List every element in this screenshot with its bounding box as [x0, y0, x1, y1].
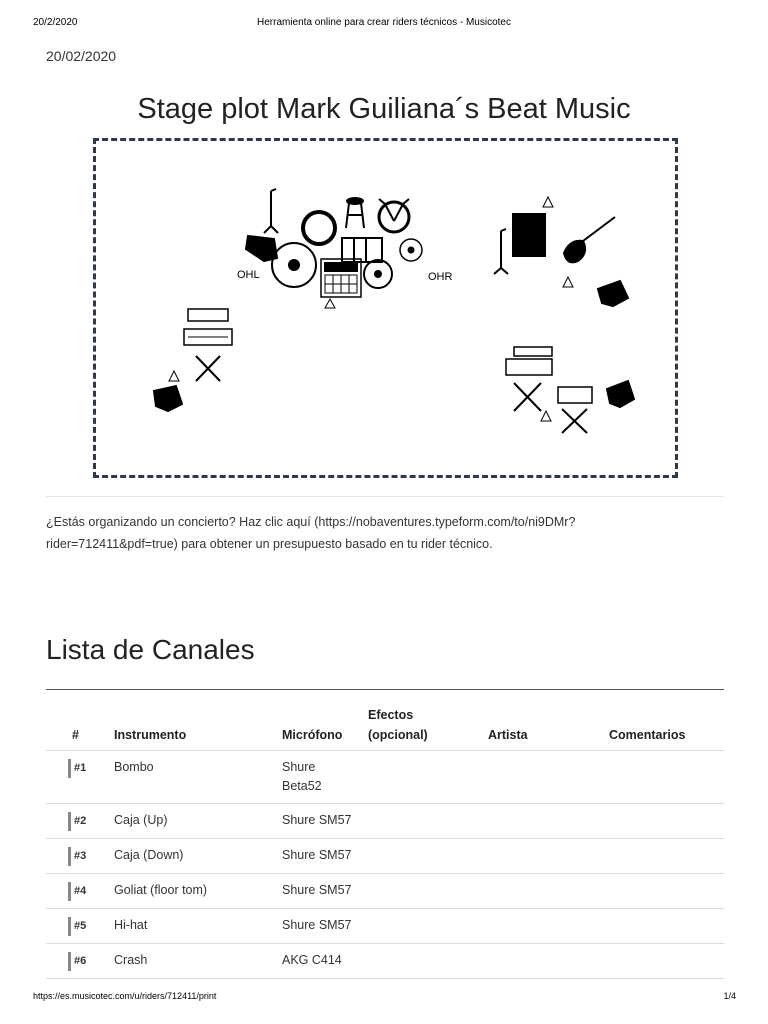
ohr-label: OHR	[428, 271, 453, 283]
bass-guitar-icon	[564, 217, 615, 262]
monitor-speaker-icon	[325, 299, 335, 308]
col-effects-line2: (opcional)	[368, 728, 428, 742]
monitor-speaker-icon	[563, 277, 573, 287]
cymbal-left-icon	[272, 243, 316, 287]
microphone-cell: Shure SM57	[282, 839, 368, 874]
channel-list-title: Lista de Canales	[46, 634, 255, 665]
col-number: #	[72, 728, 79, 742]
mic-stand-icon	[264, 189, 278, 233]
instrument-cell: Goliat (floor tom)	[114, 874, 282, 909]
instrument-cell: Hi-hat	[114, 909, 282, 944]
cymbal-right-icon	[400, 239, 422, 261]
col-effects-line1: Efectos	[368, 708, 414, 722]
section-rule	[46, 689, 724, 690]
col-effects	[368, 708, 488, 751]
microphone-cell: AKG C414	[282, 944, 368, 979]
keyboard-stand-icon	[558, 387, 592, 433]
instrument-cell: Bombo	[114, 751, 282, 804]
rack-tom-icon	[303, 212, 335, 244]
monitor-wedge-icon	[598, 281, 628, 306]
col-instrument: Instrumento	[114, 728, 187, 742]
mic-stand-icon	[494, 229, 508, 274]
channel-number: #5	[68, 917, 86, 936]
drum-throne-icon	[346, 198, 364, 228]
col-microphone: Micrófono	[282, 728, 343, 742]
channel-table	[46, 708, 724, 979]
monitor-wedge-icon	[607, 381, 634, 407]
info-line-1[interactable]: ¿Estás organizando un concierto? Haz clic aquí (https://nobaventures.typeform.com/to/ni9DMr?	[46, 515, 576, 529]
stage-plot-area	[93, 138, 678, 478]
info-line-2[interactable]: rider=712411&pdf=true) para obtener un presupuesto basado en tu rider técnico.	[46, 537, 493, 551]
print-page-number: 1/4	[723, 991, 736, 1001]
table-row	[46, 839, 724, 874]
drum-machine-icon	[321, 259, 361, 297]
stage-plot-drawing	[96, 141, 675, 475]
print-page-title: Herramienta online para crear riders técnicos - Musicotec	[257, 17, 511, 28]
channel-number: #3	[68, 847, 86, 866]
monitor-speaker-icon	[541, 411, 551, 421]
snare-drum-icon	[364, 260, 392, 288]
print-url: https://es.musicotec.com/u/riders/712411/print	[33, 991, 217, 1001]
mic-line: Beta52	[282, 779, 322, 793]
channel-number: #6	[68, 952, 86, 971]
col-artist: Artista	[488, 728, 528, 742]
table-row	[46, 874, 724, 909]
print-date: 20/2/2020	[33, 17, 78, 28]
col-comments: Comentarios	[609, 728, 686, 742]
table-row	[46, 751, 724, 804]
microphone-cell: Shure SM57	[282, 874, 368, 909]
microphone-cell: Shure SM57	[282, 804, 368, 839]
quote-info-text	[46, 511, 706, 555]
microphone-cell	[282, 751, 368, 804]
keyboard-stand-icon	[506, 347, 552, 411]
table-row	[46, 909, 724, 944]
guitar-amp-icon	[513, 214, 545, 256]
divider	[46, 496, 724, 497]
monitor-wedge-icon	[154, 386, 182, 411]
channel-number: #2	[68, 812, 86, 831]
tom-drum-icon	[379, 199, 409, 232]
table-row	[46, 804, 724, 839]
ohl-label: OHL	[237, 269, 260, 281]
table-row	[46, 944, 724, 979]
channel-number: #4	[68, 882, 86, 901]
monitor-speaker-icon	[169, 371, 179, 381]
microphone-cell: Shure SM57	[282, 909, 368, 944]
instrument-cell: Caja (Down)	[114, 839, 282, 874]
keyboard-stand-icon	[184, 309, 232, 381]
instrument-cell: Caja (Up)	[114, 804, 282, 839]
mic-line: Shure	[282, 760, 316, 774]
instrument-cell: Crash	[114, 944, 282, 979]
monitor-speaker-icon	[543, 197, 553, 207]
stage-plot-title: Stage plot Mark Guiliana´s Beat Music	[137, 93, 631, 125]
channel-number: #1	[68, 759, 86, 778]
document-date: 20/02/2020	[46, 48, 117, 64]
